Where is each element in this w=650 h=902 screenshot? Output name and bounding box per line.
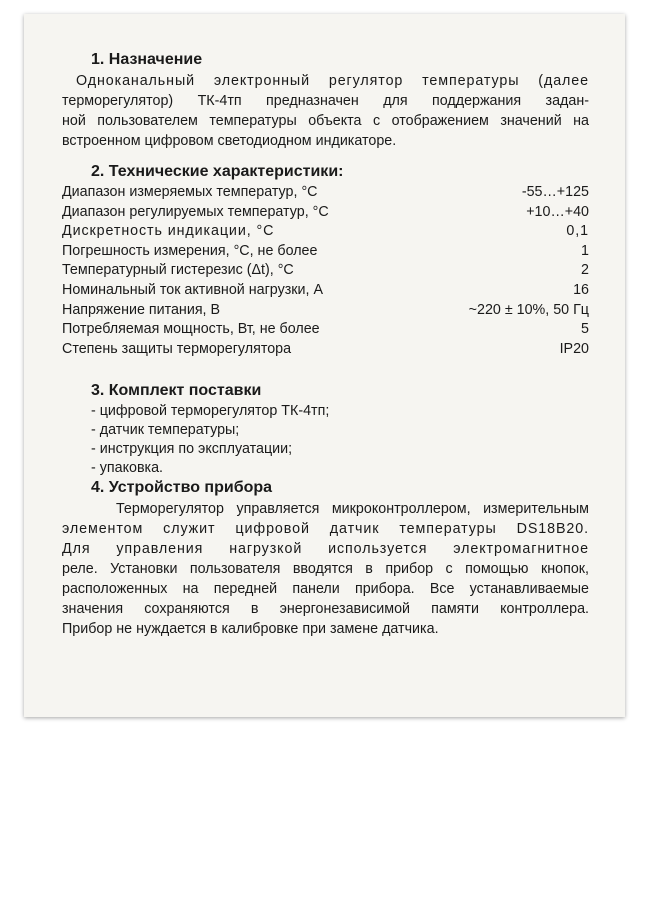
section-device-heading: 4. Устройство прибора [91,479,273,497]
spec-row [62,301,589,321]
spec-label: Напряжение питания, В [62,301,221,318]
spec-label: Диапазон измеряемых температур, °С [62,184,318,200]
spec-row [62,261,589,281]
spec-label: Диапазон регулируемых температур, °С [62,203,329,220]
document-content [62,50,589,639]
kit-list-item: - датчик температуры; [91,422,240,439]
spec-value: 2 [581,262,589,279]
spec-value: -55…+125 [521,184,589,200]
spec-label: Степень защиты терморегулятора [62,340,292,357]
purpose-line-3: ной пользователем температуры объекта с отображением значений на [62,113,589,129]
spec-value: 5 [581,321,589,338]
section-kit-heading: 3. Комплект поставки [91,382,262,400]
document-page [24,14,625,717]
spec-row [62,242,589,262]
spec-row [62,222,589,242]
device-line-1: Терморегулятор управляется микроконтроллером, измерительным [116,501,589,518]
spec-value: 16 [573,281,589,298]
spec-row [62,183,589,203]
device-line-4: реле. Установки пользователя вводятся в прибор с помощью кнопок, [62,561,589,578]
section-purpose-heading: 1. Назначение [91,51,203,68]
device-line-5: расположенных на передней панели прибора. Все устанавливаемые [62,581,589,598]
spec-value: 1 [581,242,589,259]
section-device-text [62,499,589,639]
device-line-3: Для управления нагрузкой используется электромагнитное [62,541,589,558]
purpose-line-4: встроенном цифровом светодиодном индикаторе. [62,133,397,149]
spec-value: ~220 ± 10%, 50 Гц [468,301,589,318]
kit-list-item: - упаковка. [91,460,164,477]
spec-row [62,340,589,360]
kit-list-item: - цифровой терморегулятор ТК-4тп; [91,403,330,420]
spec-label: Номинальный ток активной нагрузки, А [62,281,324,298]
spec-value: IP20 [559,340,589,357]
spec-value: 0,1 [566,223,589,240]
spec-row [62,320,589,340]
purpose-line-1: Одноканальный электронный регулятор температуры (далее [76,73,589,89]
spec-value: +10…+40 [526,203,589,220]
device-line-6: значения сохраняются в энергонезависимой памяти контроллера. [62,601,589,618]
spec-label: Погрешность измерения, °С, не более [62,242,318,259]
kit-list [62,402,589,478]
kit-list-item: - инструкция по эксплуатации; [91,441,293,458]
section-specs-heading: 2. Технические характеристики: [91,163,344,180]
device-line-7: Прибор не нуждается в калибровке при замене датчика. [62,621,439,638]
spec-label: Потребляемая мощность, Вт, не более [62,321,320,338]
section-purpose-text [62,71,589,151]
device-line-2: элементом служит цифровой датчик температуры DS18B20. [62,521,589,538]
spec-row [62,203,589,223]
spec-label: Температурный гистерезис (Δt), °С [62,262,294,279]
purpose-line-2: терморегулятор) ТК-4тп предназначен для поддержания задан- [62,93,589,109]
spec-row [62,281,589,301]
spec-label: Дискретность индикации, °С [62,223,275,240]
specs-table [62,183,589,359]
